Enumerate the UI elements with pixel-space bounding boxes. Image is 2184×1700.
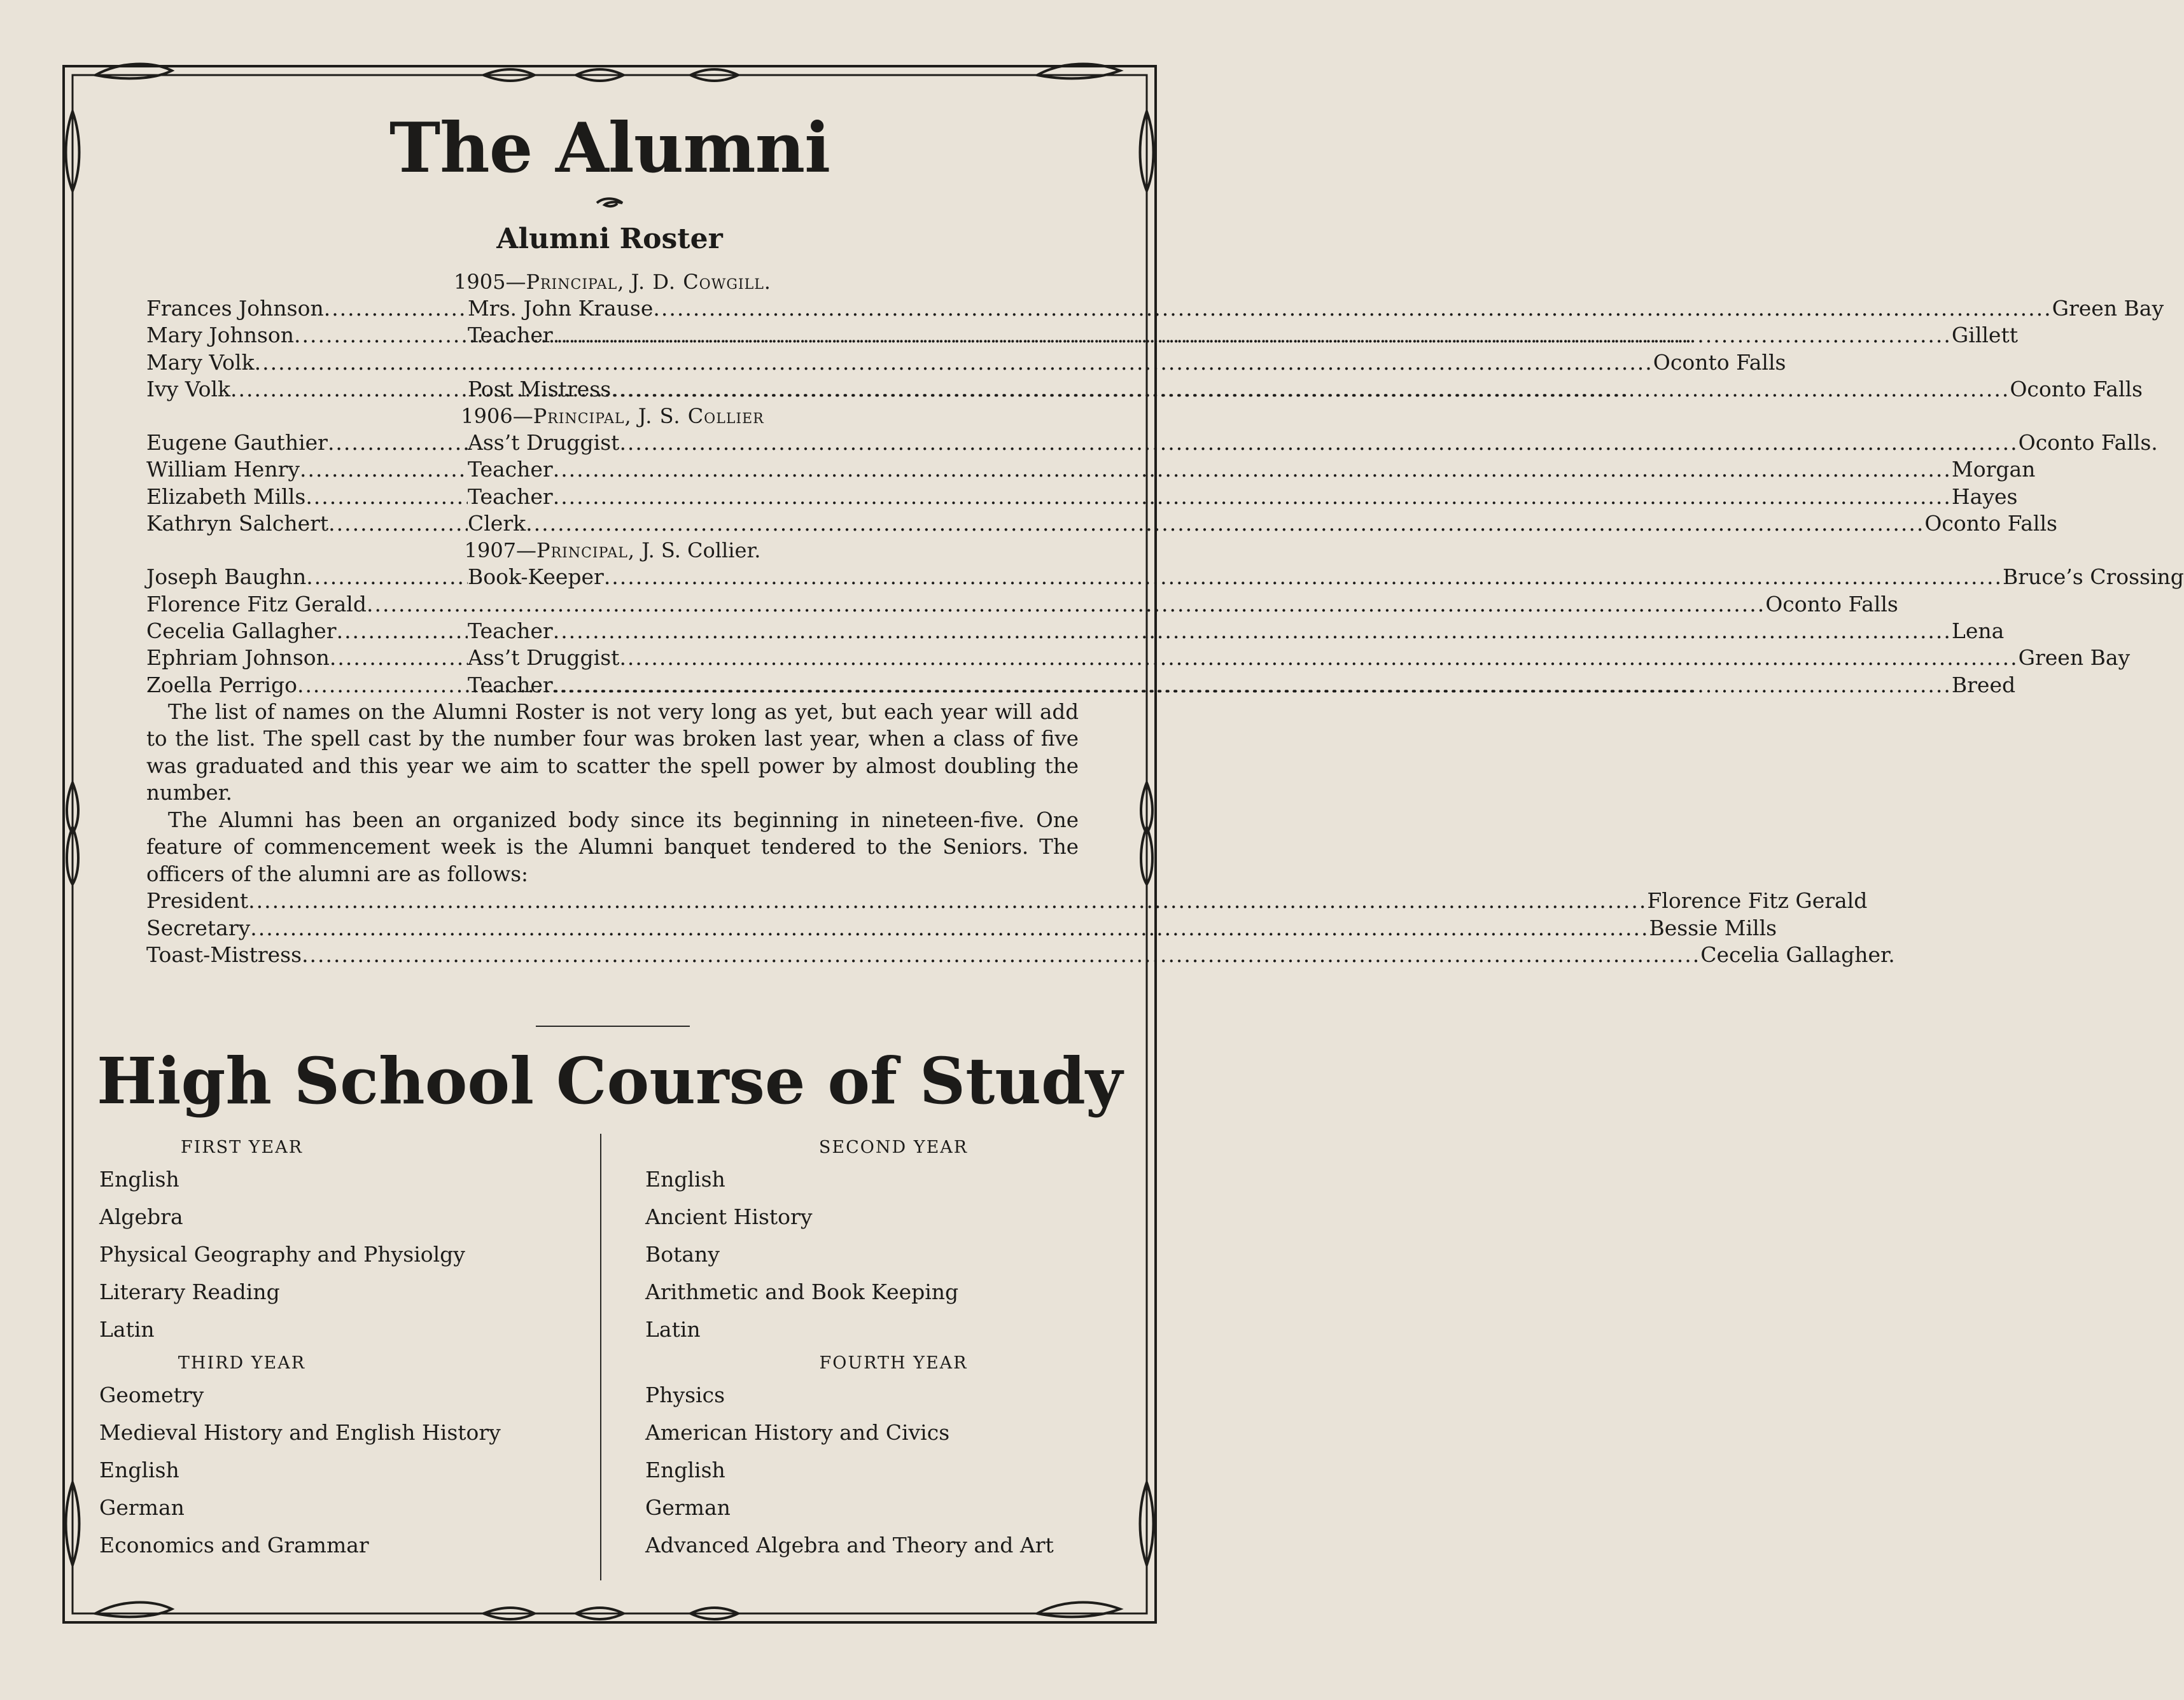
subject-item: English: [645, 1458, 725, 1482]
subject-item: Arithmetic and Book Keeping: [645, 1279, 959, 1304]
officer-role: Toast-Mistress: [146, 942, 302, 967]
subject-item: Geometry: [99, 1383, 204, 1407]
roster-row: [146, 456, 2036, 483]
alumnus-name: Zoella Perrigo: [146, 672, 297, 697]
subject-item: Ancient History: [645, 1204, 813, 1229]
alumnus-occupation: Mrs. John Krause: [468, 296, 654, 321]
roster-row: [146, 484, 2018, 510]
alumnus-name: Mary Johnson: [146, 323, 295, 348]
alumnus-occupation: Clerk: [468, 511, 526, 536]
officer-role: Secretary: [146, 915, 251, 940]
class-heading: 1905—Principal, J. D. Cowgill.: [454, 270, 771, 294]
subject-item: Medieval History and English History: [99, 1420, 501, 1445]
alumnus-place: Bruce’s Crossing: [2003, 564, 2184, 590]
alumnus-name: Kathryn Salchert: [146, 511, 329, 536]
alumnus-occupation: Post Mistress: [468, 376, 612, 401]
alumnus-name: Ivy Volk: [146, 376, 231, 401]
course-column-left: [99, 1135, 583, 1564]
roster-subtitle: Alumni Roster: [496, 223, 723, 255]
alumnus-place: Green Bay: [2018, 645, 2131, 671]
year-heading-second: SECOND YEAR: [818, 1138, 969, 1157]
roster-row: [146, 376, 2143, 403]
year-heading-first: FIRST YEAR: [180, 1138, 304, 1157]
section-divider: [536, 1026, 690, 1027]
alumnus-name: Elizabeth Mills: [146, 484, 306, 509]
subject-item: Latin: [99, 1317, 155, 1342]
subject-item: German: [99, 1495, 185, 1520]
alumnus-place: Lena: [1951, 618, 2005, 643]
alumnus-place: Breed: [1951, 672, 2016, 697]
alumnus-name: Ephriam Johnson: [146, 645, 330, 671]
alumnus-name: Florence Fitz Gerald: [146, 591, 367, 617]
officer-name: Florence Fitz Gerald: [1647, 888, 1868, 914]
column-divider: [600, 1134, 601, 1580]
officer-row: [146, 915, 1777, 942]
subject-item: Advanced Algebra and Theory and Art: [645, 1533, 1054, 1557]
subject-item: English: [99, 1167, 179, 1192]
alumnus-occupation: Book-Keeper: [468, 564, 604, 590]
alumnus-place: Oconto Falls: [1765, 591, 1898, 617]
officer-row: [146, 888, 1868, 914]
roster-row: [146, 564, 2184, 590]
ornament-icon: [596, 196, 624, 210]
roster-row: [146, 618, 2005, 644]
officers-paragraph: The Alumni has been an organized body since its beginning in nineteen-five. One feature of commencement week is the Alumni banquet tendered to the Seniors. The officers of the alumni are as follows:: [146, 807, 1079, 886]
alumni-roster: [146, 268, 2184, 968]
alumnus-place: Gillett: [1951, 323, 2018, 348]
alumnus-occupation: Teacher: [468, 323, 553, 348]
officer-name: Bessie Mills: [1649, 915, 1777, 940]
alumnus-name: Joseph Baughn: [146, 564, 307, 590]
roster-paragraph: The list of names on the Alumni Roster is not very long as yet, but each year will add to the list. The spell cast by the number four was broken last year, when a class of five was graduated and this year we aim to scatter the spell power by almost doubling the number.: [146, 699, 1079, 805]
page-title: The Alumni: [389, 108, 830, 188]
subject-item: Latin: [645, 1317, 701, 1342]
subject-item: Physics: [645, 1383, 725, 1407]
subject-item: English: [645, 1167, 725, 1192]
subject-item: Algebra: [99, 1204, 183, 1229]
alumnus-place: Morgan: [1951, 457, 2036, 482]
officers-list: [146, 888, 1895, 968]
roster-row: [146, 672, 2016, 699]
alumnus-place: Hayes: [1951, 484, 2018, 509]
class-heading: 1907—Principal, J. S. Collier.: [464, 538, 761, 563]
alumnus-occupation: Ass’t Druggist: [468, 645, 620, 671]
course-title: High School Course of Study: [96, 1043, 1123, 1118]
alumnus-occupation: Ass’t Druggist: [468, 430, 620, 456]
year-heading-third: THIRD YEAR: [178, 1353, 306, 1373]
alumnus-occupation: Teacher: [468, 457, 553, 482]
roster-row: [146, 322, 2018, 349]
alumnus-place: Oconto Falls: [1924, 511, 2057, 536]
alumnus-occupation: Teacher: [468, 484, 553, 509]
year-heading-fourth: FOURTH YEAR: [819, 1353, 968, 1373]
class-heading: 1906—Principal, J. S. Collier: [461, 404, 764, 429]
subject-item: Economics and Grammar: [99, 1533, 369, 1557]
subject-item: American History and Civics: [645, 1420, 950, 1445]
alumnus-name: William Henry: [146, 457, 300, 482]
roster-row: [146, 295, 2164, 322]
subject-item: Botany: [645, 1242, 720, 1267]
roster-row: [146, 349, 1786, 376]
roster-row: [146, 429, 2158, 456]
alumnus-name: Cecelia Gallagher: [146, 618, 337, 643]
officer-row: [146, 942, 1895, 968]
subject-item: Literary Reading: [99, 1279, 280, 1304]
course-column-right: [645, 1135, 1129, 1564]
alumnus-name: Eugene Gauthier: [146, 430, 328, 456]
alumnus-place: Oconto Falls: [2010, 376, 2143, 401]
alumnus-name: Mary Volk: [146, 349, 255, 375]
alumnus-place: Oconto Falls.: [2018, 430, 2158, 456]
subject-item: English: [99, 1458, 179, 1482]
subject-item: German: [645, 1495, 731, 1520]
roster-row: [146, 591, 1898, 618]
alumnus-occupation: Teacher: [468, 618, 553, 643]
subject-item: Physical Geography and Physiolgy: [99, 1242, 465, 1267]
alumnus-place: Green Bay: [2052, 296, 2164, 321]
officer-name: Cecelia Gallagher.: [1700, 942, 1895, 967]
alumnus-name: Frances Johnson: [146, 296, 324, 321]
roster-row: [146, 510, 2057, 537]
alumnus-place: Oconto Falls: [1653, 349, 1786, 375]
officer-role: President: [146, 888, 249, 914]
roster-row: [146, 644, 2131, 671]
alumnus-occupation: Teacher: [468, 672, 553, 697]
